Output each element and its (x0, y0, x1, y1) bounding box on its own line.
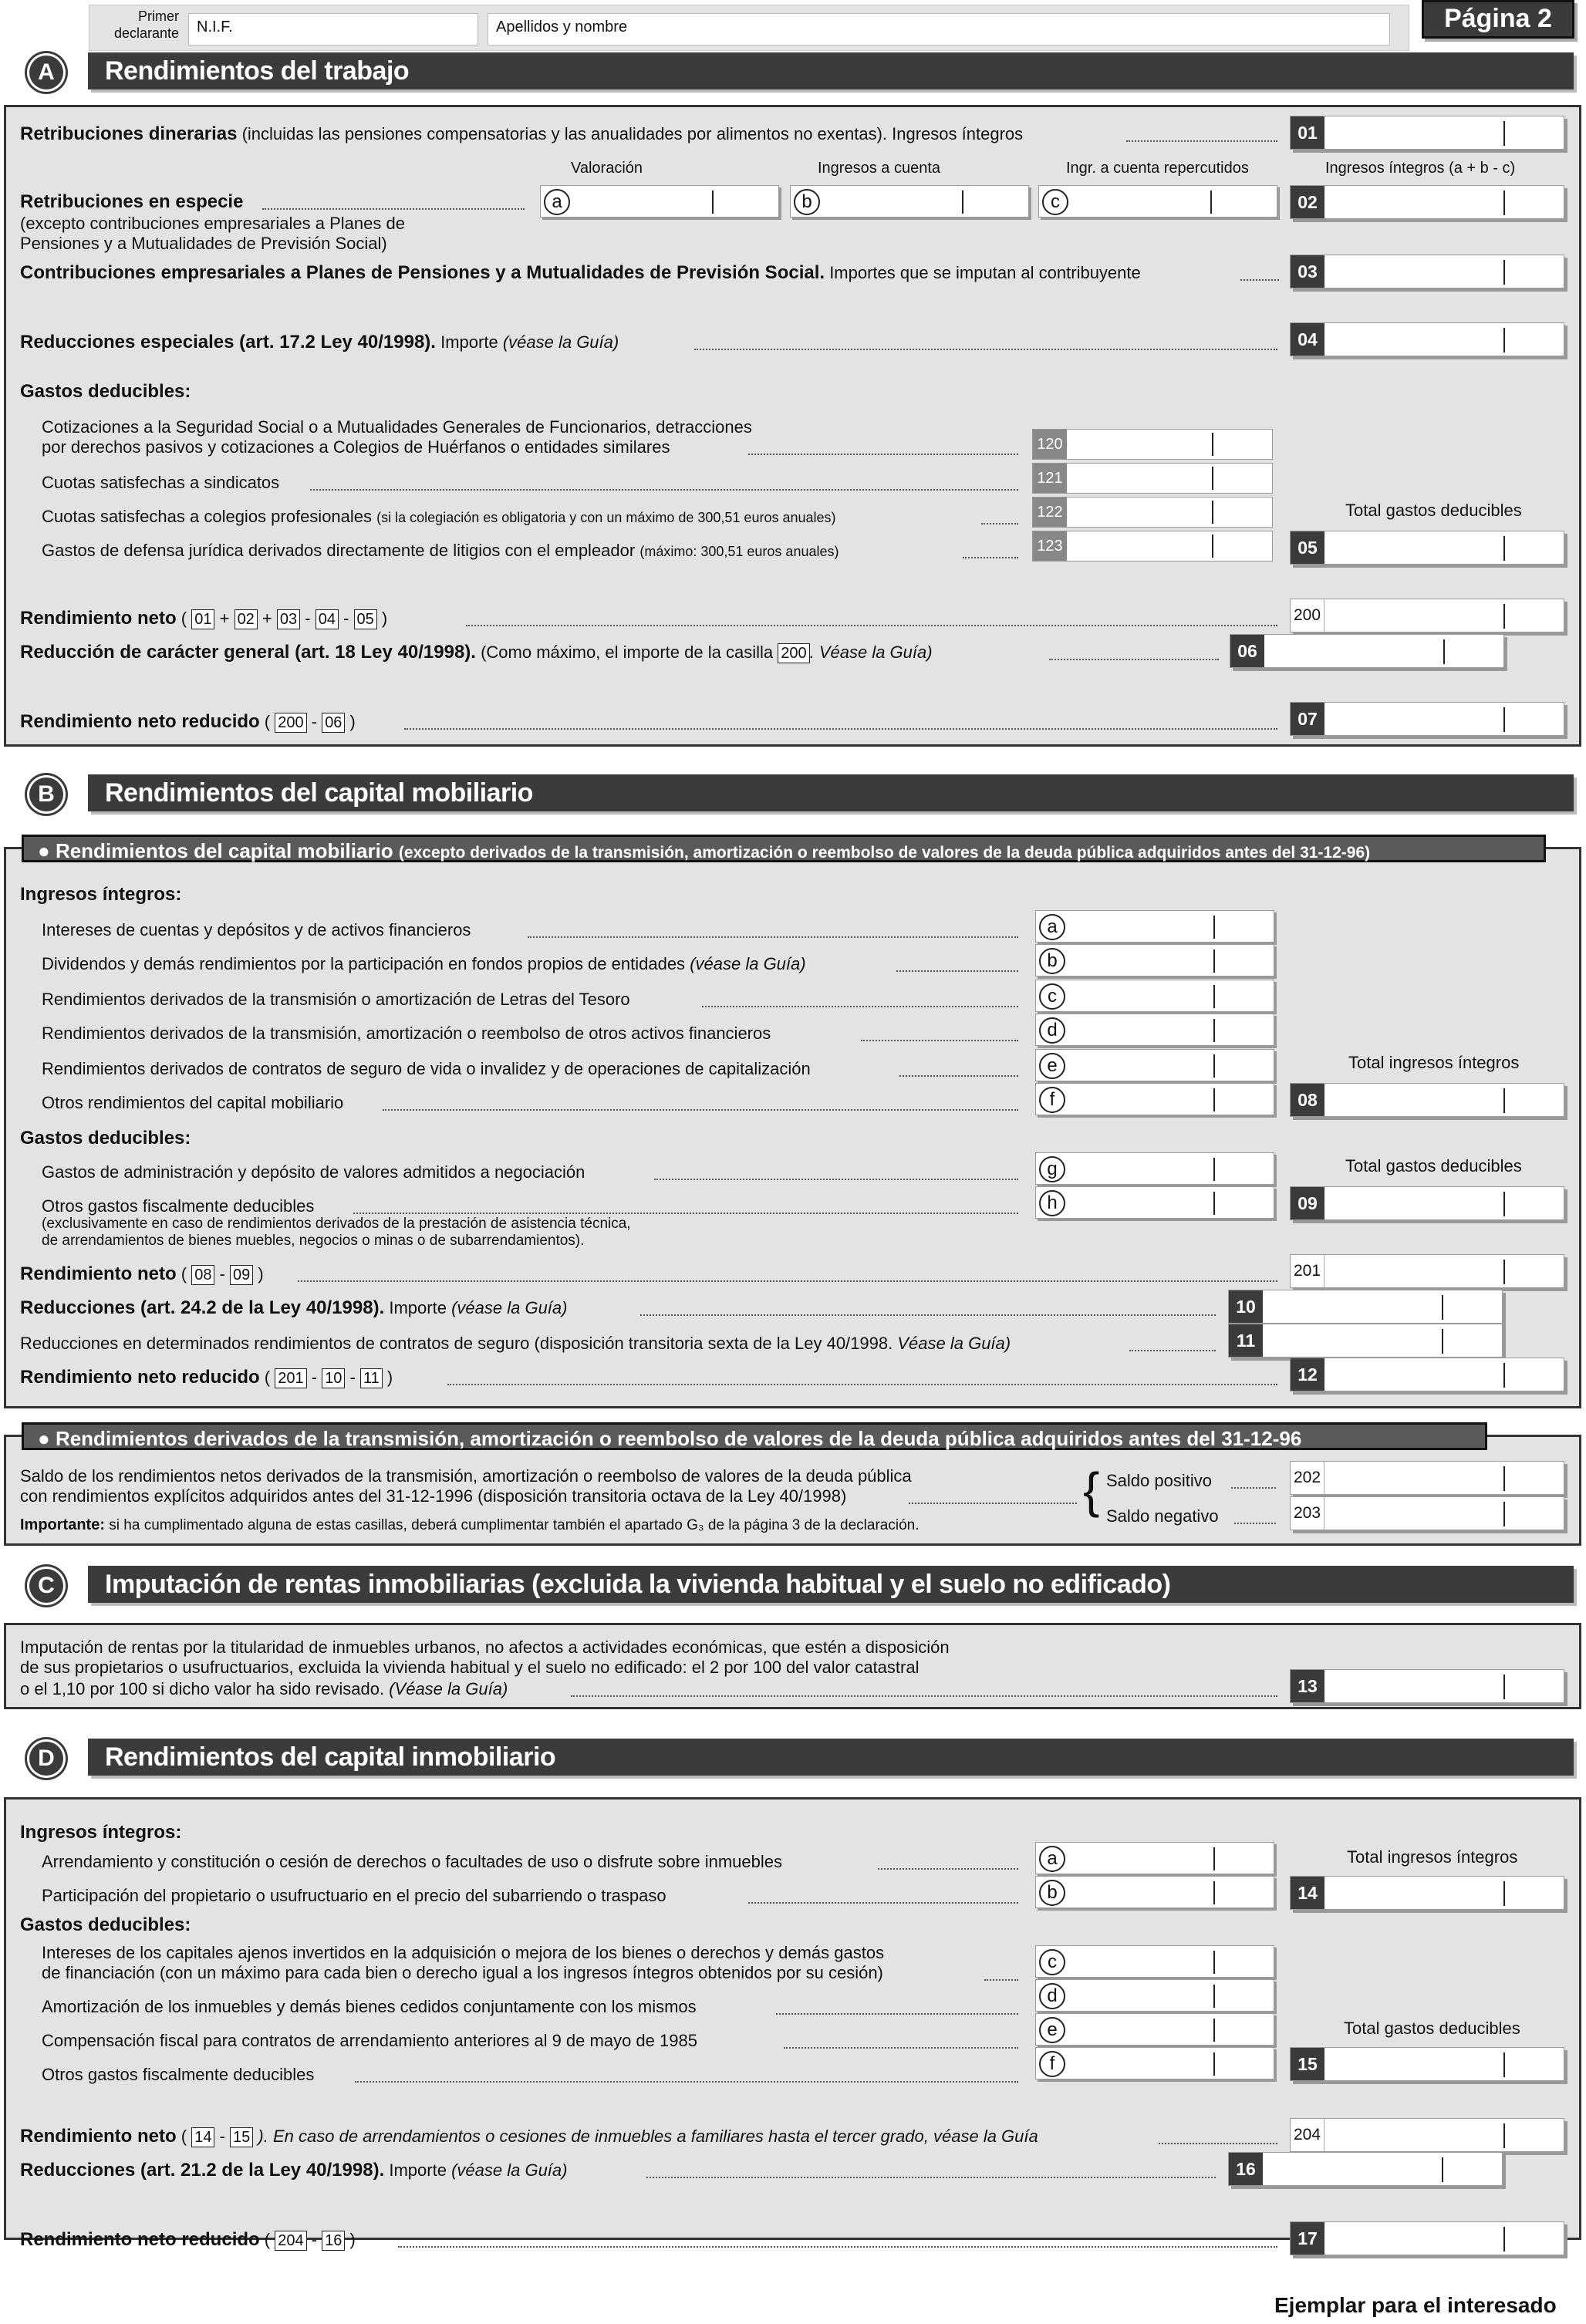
d-box-d[interactable]: d (1035, 1979, 1274, 2012)
b-line-h2: (exclusivamente en caso de rendimientos derivados de la prestación de asistencia técnica, (42, 1216, 631, 1232)
b-line-12: Rendimiento neto reducido ( 201 - 10 - 11 ) (20, 1367, 393, 1388)
box-06[interactable]: 06 (1230, 634, 1504, 668)
b-box-h[interactable]: h (1035, 1186, 1274, 1219)
section-c-badge: C (29, 1569, 63, 1603)
box-10[interactable]: 10 (1228, 1290, 1503, 1324)
b2-brace: { (1083, 1462, 1100, 1518)
apellidos-label: Apellidos y nombre (496, 19, 628, 35)
box-203[interactable]: 203 (1290, 1496, 1564, 1530)
box-11[interactable]: 11 (1228, 1324, 1503, 1358)
c-line-2: de sus propietarios o usufructuarios, excluida la vivienda habitual y el suelo no edificado: el 2 por 100 del valor catastral (20, 1658, 920, 1677)
section-b-title: Rendimientos del capital mobiliario (88, 774, 1574, 811)
d-box-e[interactable]: e (1035, 2013, 1274, 2046)
a-line-06: Reducción de carácter general (art. 18 Ley 40/1998). (Como máximo, el importe de la casilla 200 . Véase la Guía) (20, 642, 933, 663)
box-02[interactable]: 02 (1290, 185, 1564, 219)
a-line-02-c: Pensiones y a Mutualidades de Previsión Social) (20, 234, 387, 253)
a-line-123: Gastos de defensa jurídica derivados directamente de litigios con el empleador (máximo: 300,51 euros anuales) (42, 541, 839, 560)
box-202[interactable]: 202 (1290, 1461, 1564, 1495)
apellidos-field[interactable] (488, 13, 1390, 46)
b-line-10: Reducciones (art. 24.2 de la Ley 40/1998). Importe (véase la Guía) (20, 1297, 568, 1318)
box-08[interactable]: 08 (1290, 1083, 1564, 1117)
col-ingr-repercutidos: Ingr. a cuenta repercutidos (1066, 160, 1249, 177)
box-120[interactable]: 120 (1032, 429, 1273, 460)
box-121[interactable]: 121 (1032, 463, 1273, 494)
d-total-gastos: Total gastos deducibles (1344, 2019, 1520, 2038)
section-a-badge: A (29, 56, 63, 89)
b-line-f: Otros rendimientos del capital mobiliario (42, 1093, 344, 1112)
page-number: Página 2 (1422, 0, 1574, 39)
box-04[interactable]: 04 (1290, 322, 1564, 356)
d-line-c2: de financiación (con un máximo para cada bien o derecho igual a los ingresos íntegros obtenidos por su cesión) (42, 1963, 883, 1982)
box-13[interactable]: 13 (1290, 1669, 1564, 1703)
b-box-e[interactable]: e (1035, 1049, 1274, 1081)
box-14[interactable]: 14 (1290, 1876, 1564, 1910)
d-line-c1: Intereses de los capitales ajenos invertidos en la adquisición o mejora de los bienes o derechos y demás gastos (42, 1943, 885, 1962)
b-line-d: Rendimientos derivados de la transmisión, amortización o reembolso de otros activos financieros (42, 1024, 771, 1043)
d-line-d: Amortización de los inmuebles y demás bienes cedidos conjuntamente con los mismos (42, 1997, 697, 2016)
footer-ejemplar: Ejemplar para el interesado (1274, 2293, 1557, 2317)
box-05[interactable]: 05 (1290, 531, 1564, 565)
box-17[interactable]: 17 (1290, 2221, 1564, 2255)
b2-saldo-positivo: Saldo positivo (1106, 1471, 1212, 1490)
b-subheader-2: ● Rendimientos derivados de la transmisión, amortización o reembolso de valores de la deuda pública adquiridos antes del 31-12-96 (22, 1422, 1487, 1450)
b-subheader-1: ● Rendimientos del capital mobiliario (excepto derivados de la transmisión, amortización o reembolso de valores de la deuda pública adquiridos antes del 31-12-96) (22, 835, 1546, 862)
d-line-b: Participación del propietario o usufructuario en el precio del subarriendo o traspaso (42, 1886, 666, 1905)
declarante-label: Primer declarante (113, 8, 179, 41)
col-ingresos-cuenta: Ingresos a cuenta (818, 160, 940, 177)
box-16[interactable]: 16 (1228, 2152, 1503, 2186)
a-line-04: Reducciones especiales (art. 17.2 Ley 40/1998). Importe (véase la Guía) (20, 332, 619, 352)
box-200[interactable]: 200 (1290, 599, 1564, 632)
c-line-3: o el 1,10 por 100 si dicho valor ha sido revisado. (Véase la Guía) (20, 1679, 508, 1698)
b-box-d[interactable]: d (1035, 1014, 1274, 1046)
b-box-b[interactable]: b (1035, 944, 1274, 976)
a-line-01: Retribuciones dinerarias (incluidas las pensiones compensatorias y las anualidades por alimentos no exentas). Ingresos íntegros (20, 123, 1024, 144)
b-line-11: Reducciones en determinados rendimientos de contratos de seguro (disposición transitoria sexta de la Ley 40/1998. Véase la Guía) (20, 1334, 1011, 1353)
box-09[interactable]: 09 (1290, 1186, 1564, 1220)
a-line-122: Cuotas satisfechas a colegios profesionales (si la colegiación es obligatoria y con un máximo de 300,51 euros anuales) (42, 507, 836, 526)
box-01[interactable]: 01 (1290, 116, 1564, 150)
b2-importante: Importante: si ha cumplimentado alguna de estas casillas, deberá cumplimentar también el apartado G₃ de la página 3 de la declaración. (20, 1516, 920, 1533)
a-line-07: Rendimiento neto reducido ( 200 - 06 ) (20, 711, 356, 732)
b-line-h: Otros gastos fiscalmente deducibles (42, 1196, 315, 1216)
b-box-c[interactable]: c (1035, 980, 1274, 1012)
nif-field[interactable] (188, 13, 478, 46)
a-line-121: Cuotas satisfechas a sindicatos (42, 473, 280, 492)
d-line-a: Arrendamiento y constitución o cesión de derechos o facultades de uso o disfrute sobre inmuebles (42, 1852, 783, 1871)
b2-line-2: con rendimientos explícitos adquiridos antes del 31-12-1996 (disposición transitoria octava de la Ley 40/1998) (20, 1486, 847, 1506)
box-123[interactable]: 123 (1032, 531, 1273, 562)
box-12[interactable]: 12 (1290, 1358, 1564, 1391)
a-rendimiento-neto: Rendimiento neto ( 01 + 02 + 03 - 04 - 05 ) (20, 608, 388, 629)
d-gastos-heading: Gastos deducibles: (20, 1914, 191, 1935)
a-gastos-heading: Gastos deducibles: (20, 381, 191, 402)
nif-label: N.I.F. (197, 19, 233, 35)
col-valoracion: Valoración (571, 160, 643, 177)
box-03[interactable]: 03 (1290, 255, 1564, 288)
box-122[interactable]: 122 (1032, 497, 1273, 528)
box-204[interactable]: 204 (1290, 2118, 1564, 2152)
a-total-gastos: Total gastos deducibles (1345, 501, 1522, 520)
d-line-16: Reducciones (art. 21.2 de la Ley 40/1998). Importe (véase la Guía) (20, 2160, 568, 2181)
section-d-badge: D (29, 1742, 63, 1776)
box-201[interactable]: 201 (1290, 1254, 1564, 1288)
b-box-g[interactable]: g (1035, 1152, 1274, 1185)
b2-line-1: Saldo de los rendimientos netos derivados de la transmisión, amortización o reembolso de valores de la deuda pública (20, 1466, 912, 1486)
c-line-1: Imputación de rentas por la titularidad de inmuebles urbanos, no afectos a actividades económicas, que estén a disposición (20, 1638, 950, 1657)
b-line-e: Rendimientos derivados de contratos de seguro de vida o invalidez y de operaciones de capitalización (42, 1059, 811, 1078)
d-rendimiento-neto: Rendimiento neto ( 14 - 15 ). En caso de arrendamientos o cesiones de inmuebles a familiares hasta el tercer grado, véase la Guía (20, 2126, 1038, 2147)
b-total-gastos: Total gastos deducibles (1345, 1156, 1522, 1175)
a-line-120-b: por derechos pasivos y cotizaciones a Colegios de Huérfanos o entidades similares (42, 437, 670, 457)
section-c-title: Imputación de rentas inmobiliarias (excluida la vivienda habitual y el suelo no edificado) (88, 1566, 1574, 1603)
col-ingresos-integros: Ingresos íntegros (a + b - c) (1325, 160, 1516, 177)
a-line-120-a: Cotizaciones a la Seguridad Social o a Mutualidades Generales de Funcionarios, detracciones (42, 417, 752, 437)
d-box-c[interactable]: c (1035, 1945, 1274, 1978)
box-15[interactable]: 15 (1290, 2047, 1564, 2081)
box-02a[interactable]: a (540, 185, 779, 218)
b-line-h3: de arrendamientos de bienes muebles, negocios o minas o de subarrendamientos). (42, 1233, 585, 1249)
section-b-badge: B (29, 777, 63, 811)
d-ingresos-heading: Ingresos íntegros: (20, 1822, 182, 1843)
a-line-03: Contribuciones empresariales a Planes de Pensiones y a Mutualidades de Previsión Social. Importes que se imputan al contribuyente (20, 262, 1141, 283)
b-box-f[interactable]: f (1035, 1083, 1274, 1115)
box-07[interactable]: 07 (1290, 702, 1564, 736)
b-box-a[interactable]: a (1035, 910, 1274, 943)
b-line-b: Dividendos y demás rendimientos por la participación en fondos propios de entidades (véase la Guía) (42, 954, 806, 973)
section-d-title: Rendimientos del capital inmobiliario (88, 1739, 1574, 1776)
b-line-g: Gastos de administración y depósito de valores admitidos a negociación (42, 1162, 585, 1182)
d-box-b[interactable]: b (1035, 1876, 1274, 1908)
d-total-ingresos: Total ingresos íntegros (1347, 1847, 1518, 1867)
b-line-c: Rendimientos derivados de la transmisión o amortización de Letras del Tesoro (42, 990, 630, 1009)
box-02c[interactable]: c (1038, 185, 1277, 218)
a-line-02: Retribuciones en especie (20, 191, 244, 212)
b-ingresos-heading: Ingresos íntegros: (20, 884, 182, 905)
a-line-02-b: (excepto contribuciones empresariales a Planes de (20, 214, 405, 233)
d-box-f[interactable]: f (1035, 2047, 1274, 2079)
b-rendimiento-neto: Rendimiento neto ( 08 - 09 ) (20, 1263, 264, 1284)
b-gastos-heading: Gastos deducibles: (20, 1128, 191, 1149)
d-line-17: Rendimiento neto reducido ( 204 - 16 ) (20, 2229, 356, 2250)
box-02b[interactable]: b (790, 185, 1029, 218)
d-line-f: Otros gastos fiscalmente deducibles (42, 2065, 315, 2084)
b-total-ingresos: Total ingresos íntegros (1348, 1053, 1520, 1072)
d-line-e: Compensación fiscal para contratos de arrendamiento anteriores al 9 de mayo de 1985 (42, 2031, 697, 2050)
b-line-a: Intereses de cuentas y depósitos y de activos financieros (42, 920, 471, 939)
b2-saldo-negativo: Saldo negativo (1106, 1506, 1219, 1526)
d-box-a[interactable]: a (1035, 1842, 1274, 1874)
section-a-title: Rendimientos del trabajo (88, 52, 1574, 89)
